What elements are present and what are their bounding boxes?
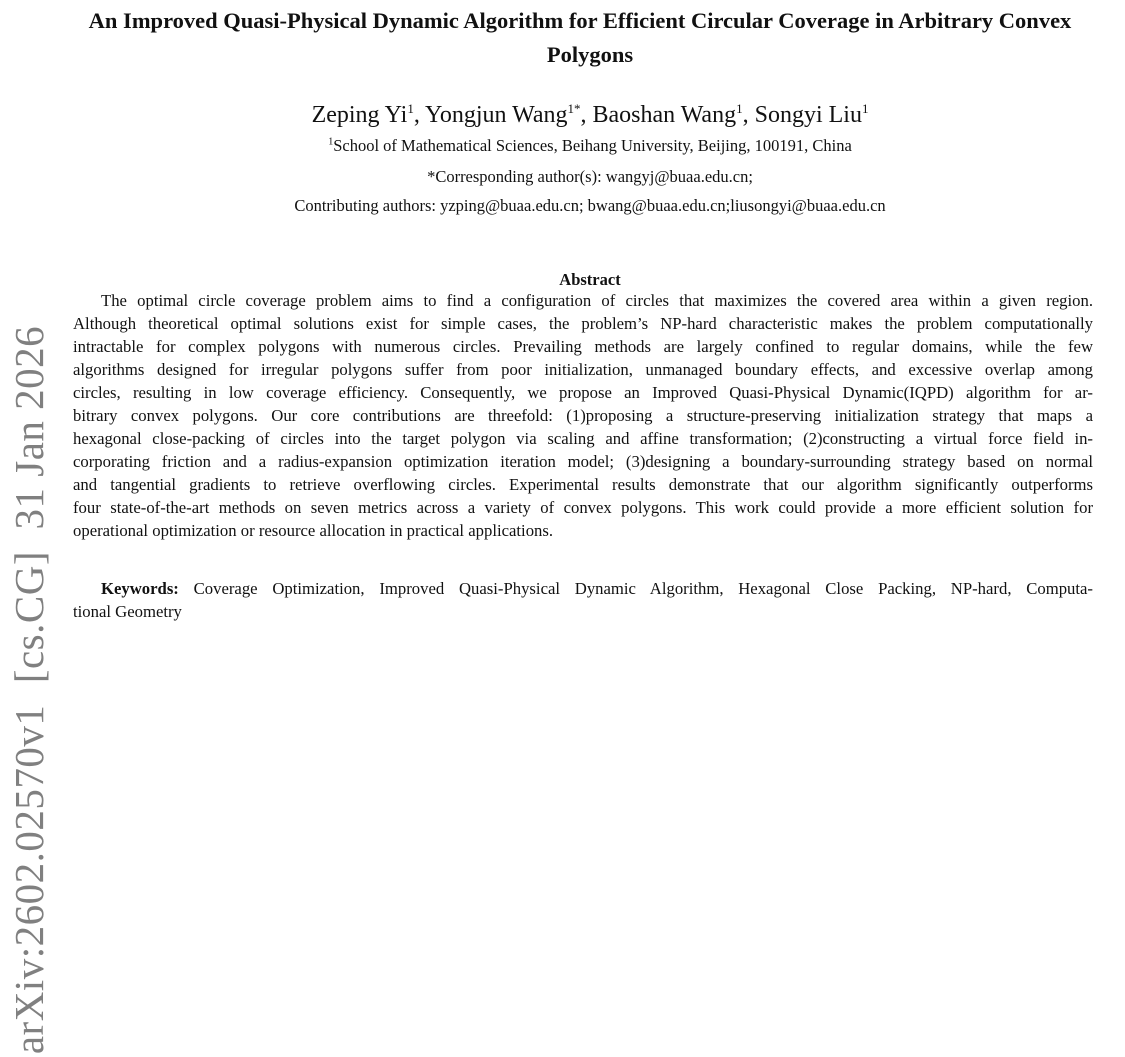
author-mark: 1	[861, 101, 869, 116]
abstract-line: bitrary convex polygons. Our core contributions are threefold: (1)proposing a structure-preserving initialization strategy that maps a	[73, 406, 1093, 425]
arxiv-stamp: arXiv:2602.02570v1 [cs.CG] 31 Jan 2026	[6, 325, 52, 1055]
author-mark: 1	[407, 101, 414, 116]
paper-title-line-2: Polygons	[546, 42, 634, 67]
keywords-text-cont: tional Geometry	[73, 602, 182, 621]
contributing-authors: Contributing authors: yzping@buaa.edu.cn; bwang@buaa.edu.cn;liusongyi@buaa.edu.cn	[294, 196, 886, 215]
abstract-heading: Abstract	[559, 270, 621, 289]
abstract-line: operational optimization or resource allocation in practical applications.	[73, 521, 554, 540]
abstract-body	[73, 289, 1093, 542]
author-name: Yongjun Wang	[424, 102, 568, 128]
author-name: Baoshan Wang	[592, 102, 737, 128]
abstract-line: The optimal circle coverage problem aims to find a configuration of circles that maximizes the covered area within a given region.	[101, 291, 1093, 310]
paper-title-line-1: An Improved Quasi-Physical Dynamic Algorithm for Efficient Circular Coverage in Arbitrary Convex	[88, 8, 1072, 33]
corresponding-author: *Corresponding author(s): wangyj@buaa.edu.cn;	[427, 167, 753, 186]
keywords	[73, 577, 1093, 623]
abstract-line: algorithms designed for irregular polygons suffer from poor initialization, unmanaged boundary effects, and excessive overlap among	[73, 360, 1093, 379]
abstract-line: four state-of-the-art methods on seven metrics across a variety of convex polygons. This work could provide a more efficient solution for	[73, 498, 1093, 517]
author-name: Songyi Liu	[754, 102, 862, 128]
author-mark: 1	[736, 101, 743, 116]
affiliation-mark: 1	[328, 136, 334, 148]
abstract-line: corporating friction and a radius-expansion optimization iteration model; (3)designing a boundary-surrounding strategy based on normal	[73, 452, 1093, 471]
abstract-line: circles, resulting in low coverage efficiency. Consequently, we propose an Improved Quasi-Physical Dynamic(IQPD) algorithm for ar-	[73, 383, 1093, 402]
abstract-line: intractable for complex polygons with numerous circles. Prevailing methods are largely confined to regular domains, while the few	[73, 337, 1093, 356]
abstract-line: Although theoretical optimal solutions exist for simple cases, the problem’s NP-hard characteristic makes the problem computationally	[73, 314, 1093, 333]
author-name: Zeping Yi	[311, 102, 408, 128]
keywords-text: Coverage Optimization, Improved Quasi-Physical Dynamic Algorithm, Hexagonal Close Packing, NP-hard, Computa-	[193, 579, 1093, 598]
affiliation	[0, 136, 1125, 156]
author-mark: 1*	[567, 101, 581, 116]
abstract-line: hexagonal close-packing of circles into the target polygon via scaling and affine transformation; (2)constructing a virtual force field in-	[73, 429, 1093, 448]
affiliation-text: School of Mathematical Sciences, Beihang University, Beijing, 100191, China	[333, 136, 852, 155]
abstract-line: and tangential gradients to retrieve overflowing circles. Experimental results demonstrate that our algorithm significantly outperforms	[73, 475, 1093, 494]
keywords-label: Keywords:	[101, 579, 179, 598]
author-list: Zeping Yi$^1$, Yongjun Wang$^{1*}$, Baoshan Wang$^1$, Songyi Liu$^1$	[311, 101, 869, 128]
